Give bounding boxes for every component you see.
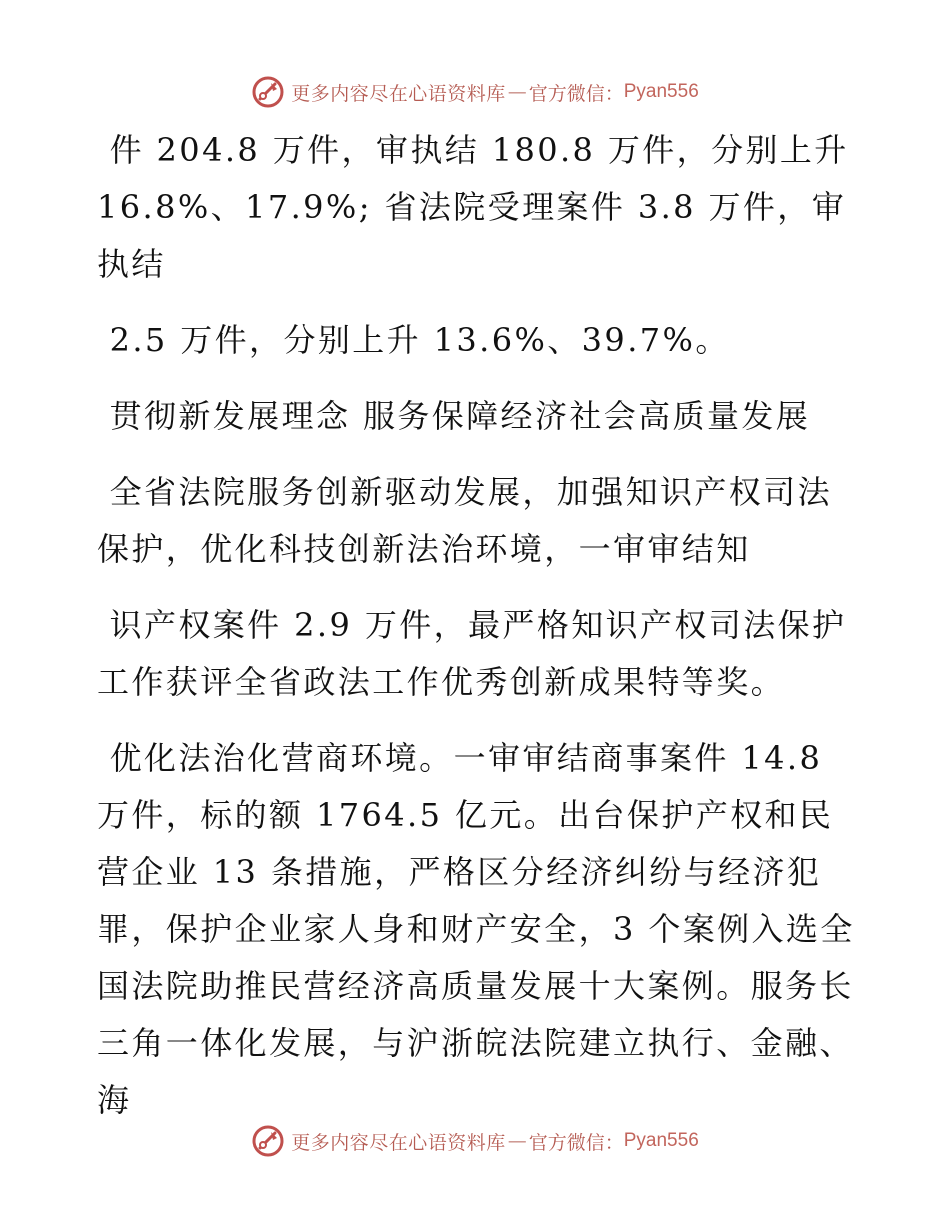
header-watermark xyxy=(0,72,950,112)
section-heading: 贯彻新发展理念 服务保障经济社会高质量发展 xyxy=(97,397,811,435)
footer-watermark xyxy=(0,1121,950,1161)
watermark-wechat-label: 官方微信： xyxy=(528,1131,624,1154)
brand-logo-icon xyxy=(251,1124,285,1158)
watermark-wechat-id: Pyan556 xyxy=(623,81,699,102)
paragraph: 件 204.8 万件，审执结 180.8 万件，分别上升 16.8%、17.9%; 省法院受理案件 3.8 万件，审执结 xyxy=(97,131,862,283)
paragraph: 全省法院服务创新驱动发展，加强知识产权司法保护，优化科技创新法治环境，一审审结知 xyxy=(97,473,832,568)
paragraph: 优化法治化营商环境。一审审结商事案件 14.8 万件，标的额 1764.5 亿元。出台保护产权和民营企业 13 条措施，严格区分经济纠纷与经济犯罪，保护企业家人身和财产安全，3 个案例入选全国法院助推民营经济高质量发展十大案例。服务长三角一体化发展，与沪浙皖法院建立执行、金融、海 xyxy=(97,739,855,1119)
paragraph: 2.5 万件，分别上升 13.6%、39.7%。 xyxy=(97,321,730,359)
paragraph: 识产权案件 2.9 万件，最严格知识产权司法保护工作获评全省政法工作优秀创新成果特等奖。 xyxy=(97,606,847,701)
watermark-text: 更多内容尽在心语资料库 xyxy=(291,1131,506,1154)
watermark-wechat-id: Pyan556 xyxy=(623,1130,699,1151)
brand-logo-icon xyxy=(251,75,285,109)
watermark-wechat-label: 官方微信： xyxy=(528,82,624,105)
watermark-dash: — xyxy=(507,1130,527,1152)
watermark-text: 更多内容尽在心语资料库 xyxy=(291,82,506,105)
document-body xyxy=(97,122,862,1129)
watermark-dash: — xyxy=(507,81,527,103)
